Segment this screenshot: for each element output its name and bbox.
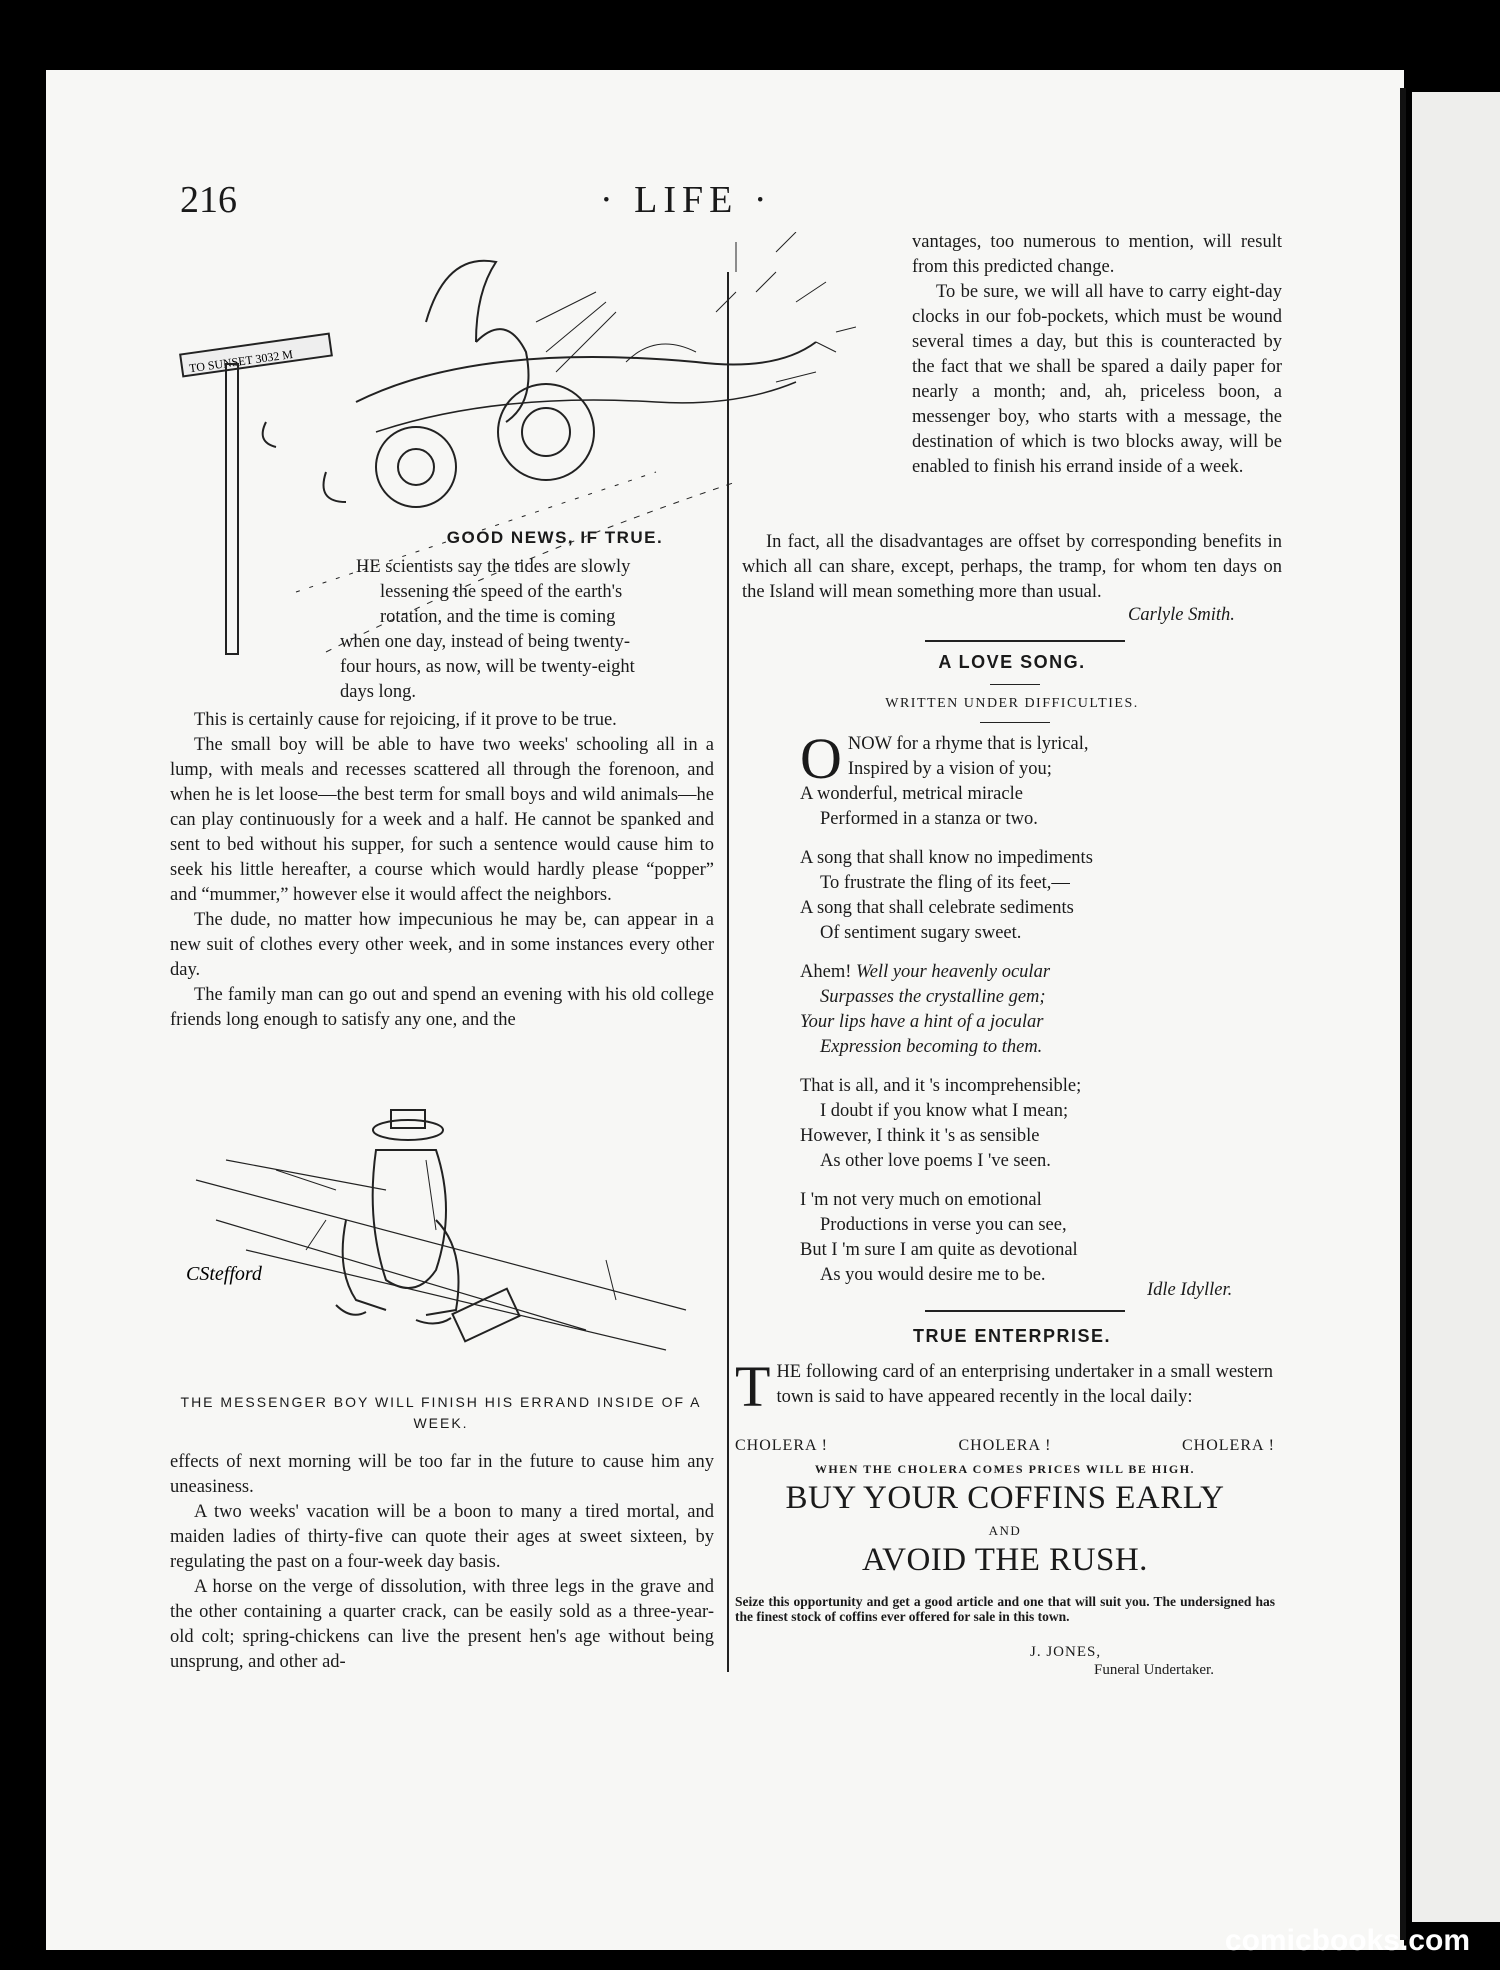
ad-fine-print: Seize this opportunity and get a good article and one that will suit you. The undersigned has the finest stock of coffins ever offered for sale in this town. — [735, 1594, 1275, 1624]
poem-line: To frustrate the fling of its feet,— — [820, 873, 1070, 893]
poem-line: Productions in verse you can see, — [820, 1215, 1067, 1235]
intro-line: rotation, and the time is coming — [380, 607, 616, 627]
poem-line: Expression becoming to them. — [820, 1037, 1043, 1057]
intro-line: HE scientists say the tides are slowly — [356, 557, 631, 577]
page-gutter — [1400, 88, 1406, 1940]
paragraph: This is certainly cause for rejoicing, if it prove to be true. — [194, 710, 617, 730]
poem-line: A song that shall know no impediments — [800, 848, 1093, 868]
ad-signer-title: Funeral Undertaker. — [1094, 1662, 1214, 1678]
drop-cap: T — [735, 1354, 771, 1419]
article-body-col1-continued — [170, 1450, 714, 1675]
poem-line: However, I think it 's as sensible — [800, 1126, 1040, 1146]
ad-signer: J. JONES, — [1030, 1644, 1102, 1660]
poem-line: A song that shall celebrate sediments — [800, 898, 1074, 918]
paragraph: The family man can go out and spend an evening with his old college friends long enough to satisfy any one, and the — [170, 985, 714, 1030]
intro-text — [340, 555, 714, 705]
section-rule — [925, 1310, 1125, 1312]
artist-signature: CStefford — [186, 1263, 262, 1285]
paragraph: vantages, too numerous to mention, will result from this predicted change. — [912, 232, 1282, 277]
paragraph: HE following card of an enterprising undertaker in a small western town is said to have appeared recently in the local daily: — [776, 1362, 1273, 1407]
article-body-col1 — [170, 708, 714, 1033]
enterprise-intro — [735, 1354, 1273, 1419]
poem-line: As you would desire me to be. — [820, 1265, 1046, 1285]
intro-line: when one day, instead of being twenty- — [340, 632, 631, 652]
poem-line: Ahem! — [800, 962, 852, 982]
paragraph: A two weeks' vacation will be a boon to many a tired mortal, and maiden ladies of thirty-five can quote their ages at sweet sixteen, by regulating the past on a four-week day basis. — [170, 1502, 714, 1572]
intro-line: four hours, as now, will be twenty-eight — [340, 657, 635, 677]
section-rule — [925, 640, 1125, 642]
watermark: comicbooks.com — [1224, 1924, 1470, 1957]
poem-subtitle: WRITTEN UNDER DIFFICULTIES. — [885, 696, 1139, 711]
poem-line: That is all, and it 's incomprehensible; — [800, 1076, 1082, 1096]
stanza — [800, 960, 1280, 1060]
ad-and: AND — [988, 1523, 1022, 1538]
enterprise-title: TRUE ENTERPRISE. — [912, 1326, 1112, 1346]
poem-body — [800, 726, 1280, 1302]
poem-line: I 'm not very much on emotional — [800, 1190, 1042, 1210]
messenger-boy-illustration — [186, 1100, 706, 1380]
poem-line: Your lips have a hint of a jocular — [800, 1012, 1044, 1032]
poem-line: Surpasses the crystalline gem; — [820, 987, 1046, 1007]
article-closing — [742, 530, 1282, 605]
poem-line: As other love poems I 've seen. — [820, 1151, 1051, 1171]
stanza — [800, 1188, 1280, 1288]
intro-line: lessening the speed of the earth's — [380, 582, 623, 602]
cholera-text: CHOLERA ! — [735, 1437, 828, 1454]
prices-line: WHEN THE CHOLERA COMES PRICES WILL BE HIGH. — [814, 1462, 1196, 1476]
poem-title: A LOVE SONG. — [938, 652, 1086, 672]
poem-line: I doubt if you know what I mean; — [820, 1101, 1069, 1121]
stanza — [800, 726, 1280, 832]
paragraph: A horse on the verge of dissolution, with three legs in the grave and the other containing a quarter crack, can be easily sold as a three-year-old colt; spring-chickens can live the present hen's age without being unsprung, and other ad- — [170, 1577, 714, 1672]
paragraph: To be sure, we will all have to carry eight-day clocks in our fob-pockets, which must be wound several times a day, but this is counteracted by the fact that we shall be spared a daily paper for nearly a month; and, ah, priceless boon, a messenger boy, who starts with a message, the destination of which is two blocks away, will be enabled to finish his errand inside of a week. — [912, 282, 1282, 477]
poem-line: Inspired by a vision of you; — [847, 759, 1052, 779]
title-rule — [980, 722, 1050, 723]
illustration-caption: THE MESSENGER BOY WILL FINISH HIS ERRAND INSIDE OF A WEEK. — [180, 1394, 702, 1431]
page-number: 216 — [180, 179, 237, 221]
intro-line: days long. — [340, 682, 417, 702]
poem-line: But I 'm sure I am quite as devotional — [800, 1240, 1078, 1260]
cholera-text: CHOLERA ! — [1182, 1437, 1275, 1454]
signpost-text: TO SUNSET 3032 M — [188, 346, 294, 376]
paragraph: effects of next morning will be too far in the future to cause him any uneasiness. — [170, 1452, 714, 1497]
stanza — [800, 846, 1280, 946]
magazine-masthead: · LIFE · — [600, 179, 773, 221]
article-body-col2 — [912, 230, 1282, 480]
article-author: Carlyle Smith. — [1128, 605, 1235, 625]
stanza — [800, 1074, 1280, 1174]
ad-headline: BUY YOUR COFFINS EARLY — [785, 1480, 1225, 1516]
poem-line: Well your heavenly ocular — [856, 962, 1051, 982]
paragraph: In fact, all the disadvantages are offset by corresponding benefits in which all can share, except, perhaps, the tramp, for whom ten days on the Island will mean something more than usual. — [742, 532, 1282, 602]
paragraph: The small boy will be able to have two weeks' schooling all in a lump, with meals and recesses scattered all through the forenoon, and when he is let loose—the best term for small boys and wild animals—he can play continuously for a week and a half. He cannot be spanked and sent to bed without his supper, for such a sentence would cause him to seek his little hereafter, a course which would hardly please “popper” and “mummer,” however else it would affect the neighbors. — [170, 735, 714, 905]
poem-author: Idle Idyller. — [1147, 1280, 1233, 1300]
cholera-row — [735, 1437, 1275, 1455]
poem-line: Performed in a stanza or two. — [820, 809, 1038, 829]
poem-line: NOW for a rhyme that is lyrical, — [847, 734, 1089, 754]
title-rule — [990, 684, 1040, 685]
ad-headline: AVOID THE RUSH. — [862, 1542, 1148, 1578]
drop-cap: O — [800, 726, 842, 791]
cholera-text: CHOLERA ! — [958, 1437, 1052, 1454]
article-title: GOOD NEWS, IF TRUE. — [446, 528, 664, 547]
poem-line: Of sentiment sugary sweet. — [820, 923, 1022, 943]
facing-page-edge — [1412, 92, 1500, 1922]
poem-line: A wonderful, metrical miracle — [800, 784, 1023, 804]
paragraph: The dude, no matter how impecunious he may be, can appear in a new suit of clothes every other week, and in some instances every other day. — [170, 910, 714, 980]
